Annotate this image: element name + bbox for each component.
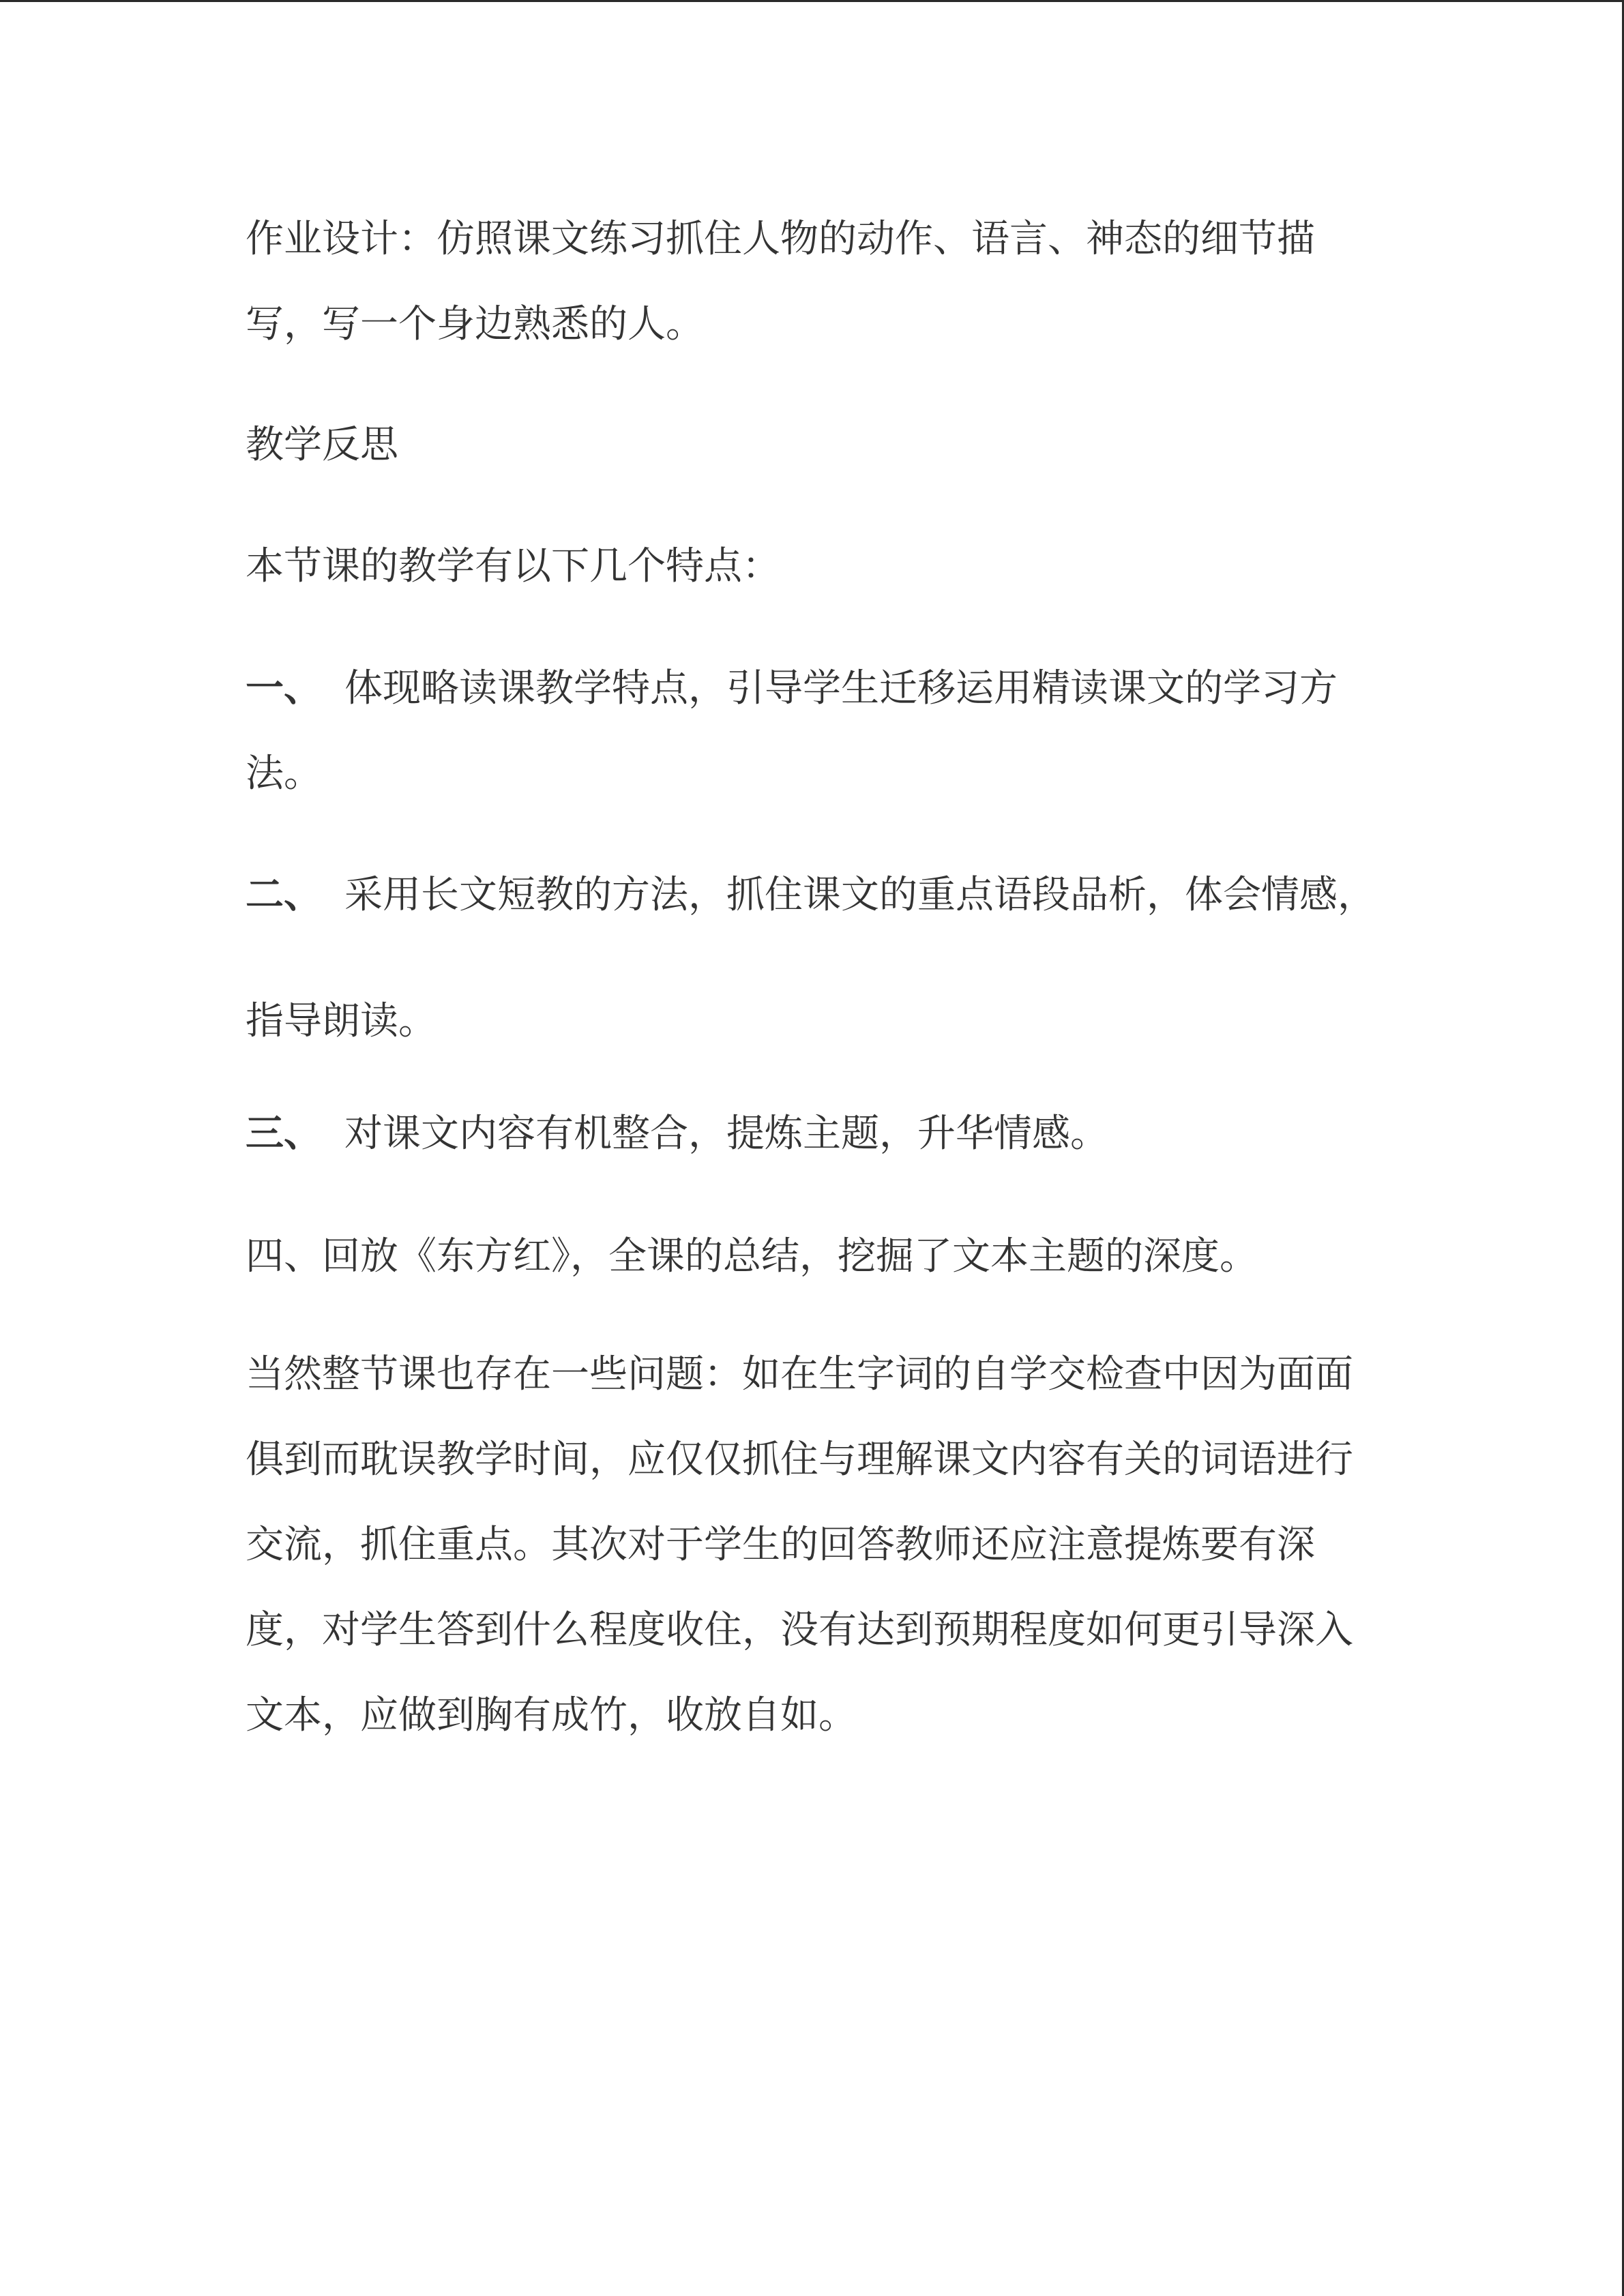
feature-item-2 bbox=[246, 852, 1376, 1064]
closing-line-5: 文本，应做到胸有成竹，收放自如。 bbox=[246, 1693, 857, 1738]
feature-item-3 bbox=[246, 1091, 1371, 1176]
page-border-top bbox=[0, 0, 1624, 2]
closing-line-4: 度，对学生答到什么程度收住，没有达到预期程度如何更引导深入 bbox=[246, 1608, 1353, 1652]
feature-3-line-1 bbox=[246, 1091, 1371, 1176]
feature-2-marker: 二、 bbox=[246, 872, 322, 917]
features-intro-block bbox=[246, 524, 1371, 609]
homework-paragraph bbox=[246, 196, 1371, 367]
feature-item-4 bbox=[246, 1214, 1371, 1299]
closing-paragraph bbox=[246, 1332, 1371, 1758]
closing-line-1: 当然整节课也存在一些问题：如在生字词的自学交检查中因为面面 bbox=[246, 1352, 1353, 1397]
closing-line-2: 俱到而耽误教学时间，应仅仅抓住与理解课文内容有关的词语进行 bbox=[246, 1437, 1353, 1482]
features-intro: 本节课的教学有以下几个特点： bbox=[246, 544, 780, 588]
reflection-heading: 教学反思 bbox=[246, 423, 398, 467]
reflection-heading-block bbox=[246, 402, 1371, 488]
feature-2-line-1 bbox=[246, 852, 1376, 938]
feature-item-1 bbox=[246, 646, 1371, 816]
feature-3-marker: 三、 bbox=[246, 1111, 322, 1156]
closing-line-3: 交流，抓住重点。其次对于学生的回答教师还应注意提炼要有深 bbox=[246, 1523, 1315, 1567]
feature-1-line-1 bbox=[246, 646, 1371, 731]
feature-3-text-1: 对课文内容有机整合，提炼主题，升华情感。 bbox=[344, 1112, 1108, 1156]
feature-2-line-2: 指导朗读。 bbox=[246, 999, 437, 1043]
feature-4-line: 四、回放《东方红》，全课的总结，挖掘了文本主题的深度。 bbox=[246, 1234, 1258, 1279]
homework-line-1: 作业设计：仿照课文练习抓住人物的动作、语言、神态的细节描 bbox=[246, 217, 1315, 261]
homework-line-2: 写，写一个身边熟悉的人。 bbox=[246, 302, 704, 346]
feature-2-text-1: 采用长文短教的方法，抓住课文的重点语段品析，体会情感， bbox=[344, 873, 1376, 917]
feature-1-marker: 一、 bbox=[246, 666, 322, 711]
feature-1-text-1: 体现略读课教学特点，引导学生迁移运用精读课文的学习方 bbox=[344, 666, 1338, 711]
feature-1-line-2: 法。 bbox=[246, 751, 322, 796]
